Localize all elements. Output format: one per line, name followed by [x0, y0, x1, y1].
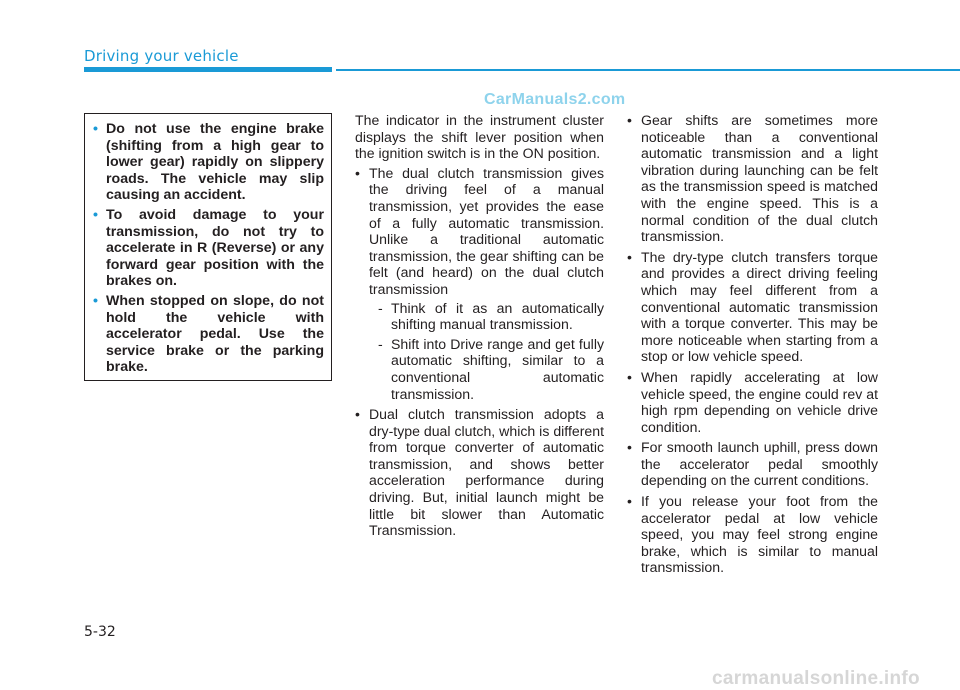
- bullet-icon: •: [93, 206, 98, 223]
- page-number: 5-32: [84, 624, 116, 640]
- list-item: • The dual clutch transmission gives the driving feel of a manual transmission, yet provides the ease of a fully automatic transmission. Unlike a traditional automatic transmission, the gear shifting can be felt (and heard) on the dual clutch transmission - Think of it as an automatically shifting manual transmission. - Shift into Drive range and get fully automatic shifting, similar to a conventional automatic transmission.: [355, 164, 604, 402]
- bullet-icon: •: [627, 112, 632, 128]
- dash-icon: -: [378, 335, 383, 352]
- list-item: • When rapidly accelerating at low vehicle speed, the engine could rev at high rpm depending on vehicle drive condition.: [627, 368, 878, 435]
- bullet-icon: •: [355, 164, 360, 181]
- bullet-icon: •: [627, 368, 632, 385]
- bullet-icon: •: [627, 439, 632, 456]
- intro-paragraph: The indicator in the instrument cluster displays the shift lever position when the ignition switch is in the ON position.: [355, 112, 604, 162]
- header-rule: [336, 69, 960, 71]
- list-item: • For smooth launch uphill, press down the accelerator pedal smoothly depending on the current conditions.: [627, 439, 878, 489]
- warning-item: • When stopped on slope, do not hold the vehicle with accelerator pedal. Use the service brake or the parking brake.: [93, 292, 324, 376]
- header-accent-bar: [84, 67, 332, 72]
- sub-list-item: - Think of it as an automatically shifting manual transmission.: [378, 299, 604, 333]
- dash-icon: -: [378, 299, 383, 316]
- list-item: • If you release your foot from the accelerator pedal at low vehicle speed, you may feel strong engine brake, which is similar to manual transmission.: [627, 493, 878, 576]
- middle-column: [355, 112, 604, 543]
- warning-box: [84, 113, 332, 381]
- bullet-icon: •: [627, 248, 632, 265]
- warning-item: • Do not use the engine brake (shifting from a high gear to lower gear) rapidly on slippery roads. The vehicle may slip causing an accident.: [93, 121, 324, 204]
- sub-list-item: - Shift into Drive range and get fully automatic shifting, similar to a conventional automatic transmission.: [378, 335, 604, 402]
- warning-item: • To avoid damage to your transmission, do not try to accelerate in R (Reverse) or any forward gear position with the brakes on.: [93, 206, 324, 290]
- bullet-icon: •: [93, 292, 98, 309]
- list-item: • Dual clutch transmission adopts a dry-type dual clutch, which is different from torque converter of automatic transmission, and shows better acceleration performance during driving. But, initial launch might be little bit slower than Automatic Transmission.: [355, 406, 604, 539]
- bullet-icon: •: [627, 493, 632, 510]
- right-column: [627, 112, 878, 580]
- list-item: • Gear shifts are sometimes more noticeable than a conventional automatic transmission and a light vibration during launching can be felt as the transmission speed is matched with the engine speed. This is a normal condition of the dual clutch transmission.: [627, 112, 878, 245]
- watermark-bottom: carmanualsonline.info: [712, 668, 920, 689]
- list-item: • The dry-type clutch transfers torque and provides a direct driving feeling which may feel different from a conventional automatic transmission with a torque converter. This may be more noticeable when starting from a stop or low vehicle speed.: [627, 248, 878, 365]
- bullet-icon: •: [355, 406, 360, 423]
- bullet-icon: •: [93, 121, 98, 137]
- watermark-top: CarManuals2.com: [484, 91, 626, 108]
- section-title: Driving your vehicle: [84, 47, 239, 65]
